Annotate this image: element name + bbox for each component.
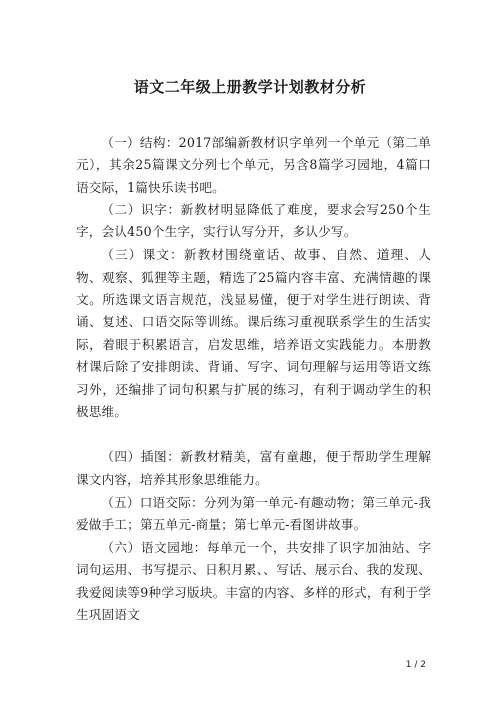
paragraph-language-garden: （六）语文园地：每单元一个，共安排了识字加油站、字词句运用、书写提示、日积月累、、写话、展示台、我的发现、我爱阅读等9种学习版块。丰富的内容、多样的形式，有利于学生巩固语文	[76, 539, 431, 622]
paragraph-literacy: （二）识字：新教材明显降低了难度，要求会写250个生字，会认450个生字，实行认写分开，多认少写。	[76, 202, 431, 240]
paragraph-illustrations: （四）插图：新教材精美，富有童趣，便于帮助学生理解课文内容，培养其形象思维能力。	[76, 449, 431, 487]
document-body	[76, 132, 431, 622]
paragraph-structure: （一）结构：2017部编新教材识字单列一个单元（第二单元），其余25篇课文分列七个单元，另含8篇学习园地，4篇口语交际，1篇快乐读书吧。	[76, 135, 431, 195]
document-title: 语文二年级上册教学计划教材分析	[133, 78, 367, 96]
paragraph-texts: （三）课文：新教材围绕童话、故事、自然、道理、人物、观察、狐狸等主题，精选了25篇内容丰富、充满情趣的课文。所选课文语言规范，浅显易懂，便于对学生进行朗读、背诵、复述、口语交际等训练。课后练习重视联系学生的生活实际，着眼于积累语言，启发思维，培养语文实践能力。本册教材课后除了安排朗读、背诵、写字、词句理解与运用等语文练习外，还编排了词句积累与扩展的练习，有利于调动学生的积极思维。	[76, 247, 431, 420]
page-number: 1 / 2	[405, 660, 426, 670]
paragraph-oral-communication: （五）口语交际：分列为第一单元-有趣动物；第三单元-我爱做手工；第五单元-商量；第七单元-看图讲故事。	[76, 494, 431, 532]
